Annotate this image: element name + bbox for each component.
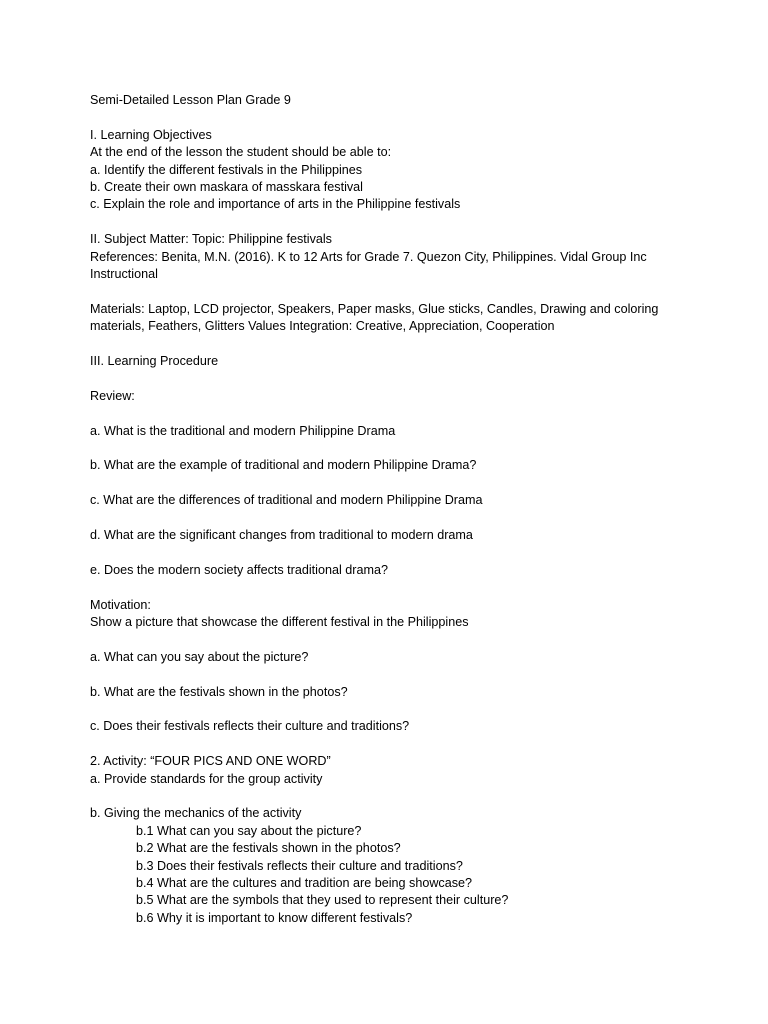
activity-item-b: b. Giving the mechanics of the activity xyxy=(90,806,302,821)
document-title: Semi-Detailed Lesson Plan Grade 9 xyxy=(90,93,291,107)
spacer xyxy=(90,109,690,126)
procedure-heading: III. Learning Procedure xyxy=(90,354,219,369)
spacer xyxy=(90,701,690,718)
spacer xyxy=(90,631,690,648)
review-item: b. What are the example of traditional and modern Philippine Drama? xyxy=(90,458,477,473)
subject-matter-heading: II. Subject Matter: Topic: Philippine festivals xyxy=(90,232,332,247)
objective-item: a. Identify the different festivals in the Philippines xyxy=(90,162,363,177)
activity-item-a: a. Provide standards for the group activity xyxy=(90,771,323,786)
activity-subitem: b.5 What are the symbols that they used to represent their culture? xyxy=(136,893,509,908)
motivation-intro: Show a picture that showcase the different festival in the Philippines xyxy=(90,615,469,630)
review-item: a. What is the traditional and modern Philippine Drama xyxy=(90,423,396,438)
objective-item: c. Explain the role and importance of arts in the Philippine festivals xyxy=(90,197,461,212)
objectives-intro: At the end of the lesson the student should be able to: xyxy=(90,145,392,160)
review-item: d. What are the significant changes from traditional to modern drama xyxy=(90,528,473,543)
materials-text: Materials: Laptop, LCD projector, Speakers, Paper masks, Glue sticks, Candles, Drawing and coloring materials, Feathers, Glitters Values Integration: Creative, Appreciation, Cooperation xyxy=(90,301,659,334)
references-text: References: Benita, M.N. (2016). K to 12 Arts for Grade 7. Quezon City, Philippines. Vidal Group Inc Instructional xyxy=(90,249,647,282)
spacer xyxy=(90,370,690,387)
motivation-item: c. Does their festivals reflects their culture and traditions? xyxy=(90,719,410,734)
spacer xyxy=(90,736,690,753)
spacer xyxy=(90,666,690,683)
motivation-item: b. What are the festivals shown in the photos? xyxy=(90,684,348,699)
lesson-plan-document xyxy=(90,92,690,927)
activity-subitem: b.3 Does their festivals reflects their culture and traditions? xyxy=(136,858,463,873)
review-item: c. What are the differences of traditional and modern Philippine Drama xyxy=(90,493,483,508)
activity-heading: 2. Activity: “FOUR PICS AND ONE WORD” xyxy=(90,754,331,769)
activity-subitem: b.2 What are the festivals shown in the photos? xyxy=(136,841,401,856)
spacer xyxy=(90,475,690,492)
activity-subitem: b.1 What can you say about the picture? xyxy=(136,823,362,838)
spacer xyxy=(90,788,690,805)
spacer xyxy=(90,336,690,353)
spacer xyxy=(90,544,690,561)
activity-subitem: b.4 What are the cultures and tradition are being showcase? xyxy=(136,876,473,891)
spacer xyxy=(90,510,690,527)
review-heading: Review: xyxy=(90,388,135,403)
motivation-item: a. What can you say about the picture? xyxy=(90,649,309,664)
motivation-heading: Motivation: xyxy=(90,597,151,612)
spacer xyxy=(90,405,690,422)
objectives-heading: I. Learning Objectives xyxy=(90,127,212,142)
activity-subitem: b.6 Why it is important to know different festivals? xyxy=(136,910,413,925)
spacer xyxy=(90,214,690,231)
spacer xyxy=(90,579,690,596)
spacer xyxy=(90,440,690,457)
spacer xyxy=(90,283,690,300)
review-item: e. Does the modern society affects traditional drama? xyxy=(90,562,388,577)
objective-item: b. Create their own maskara of masskara festival xyxy=(90,180,363,195)
